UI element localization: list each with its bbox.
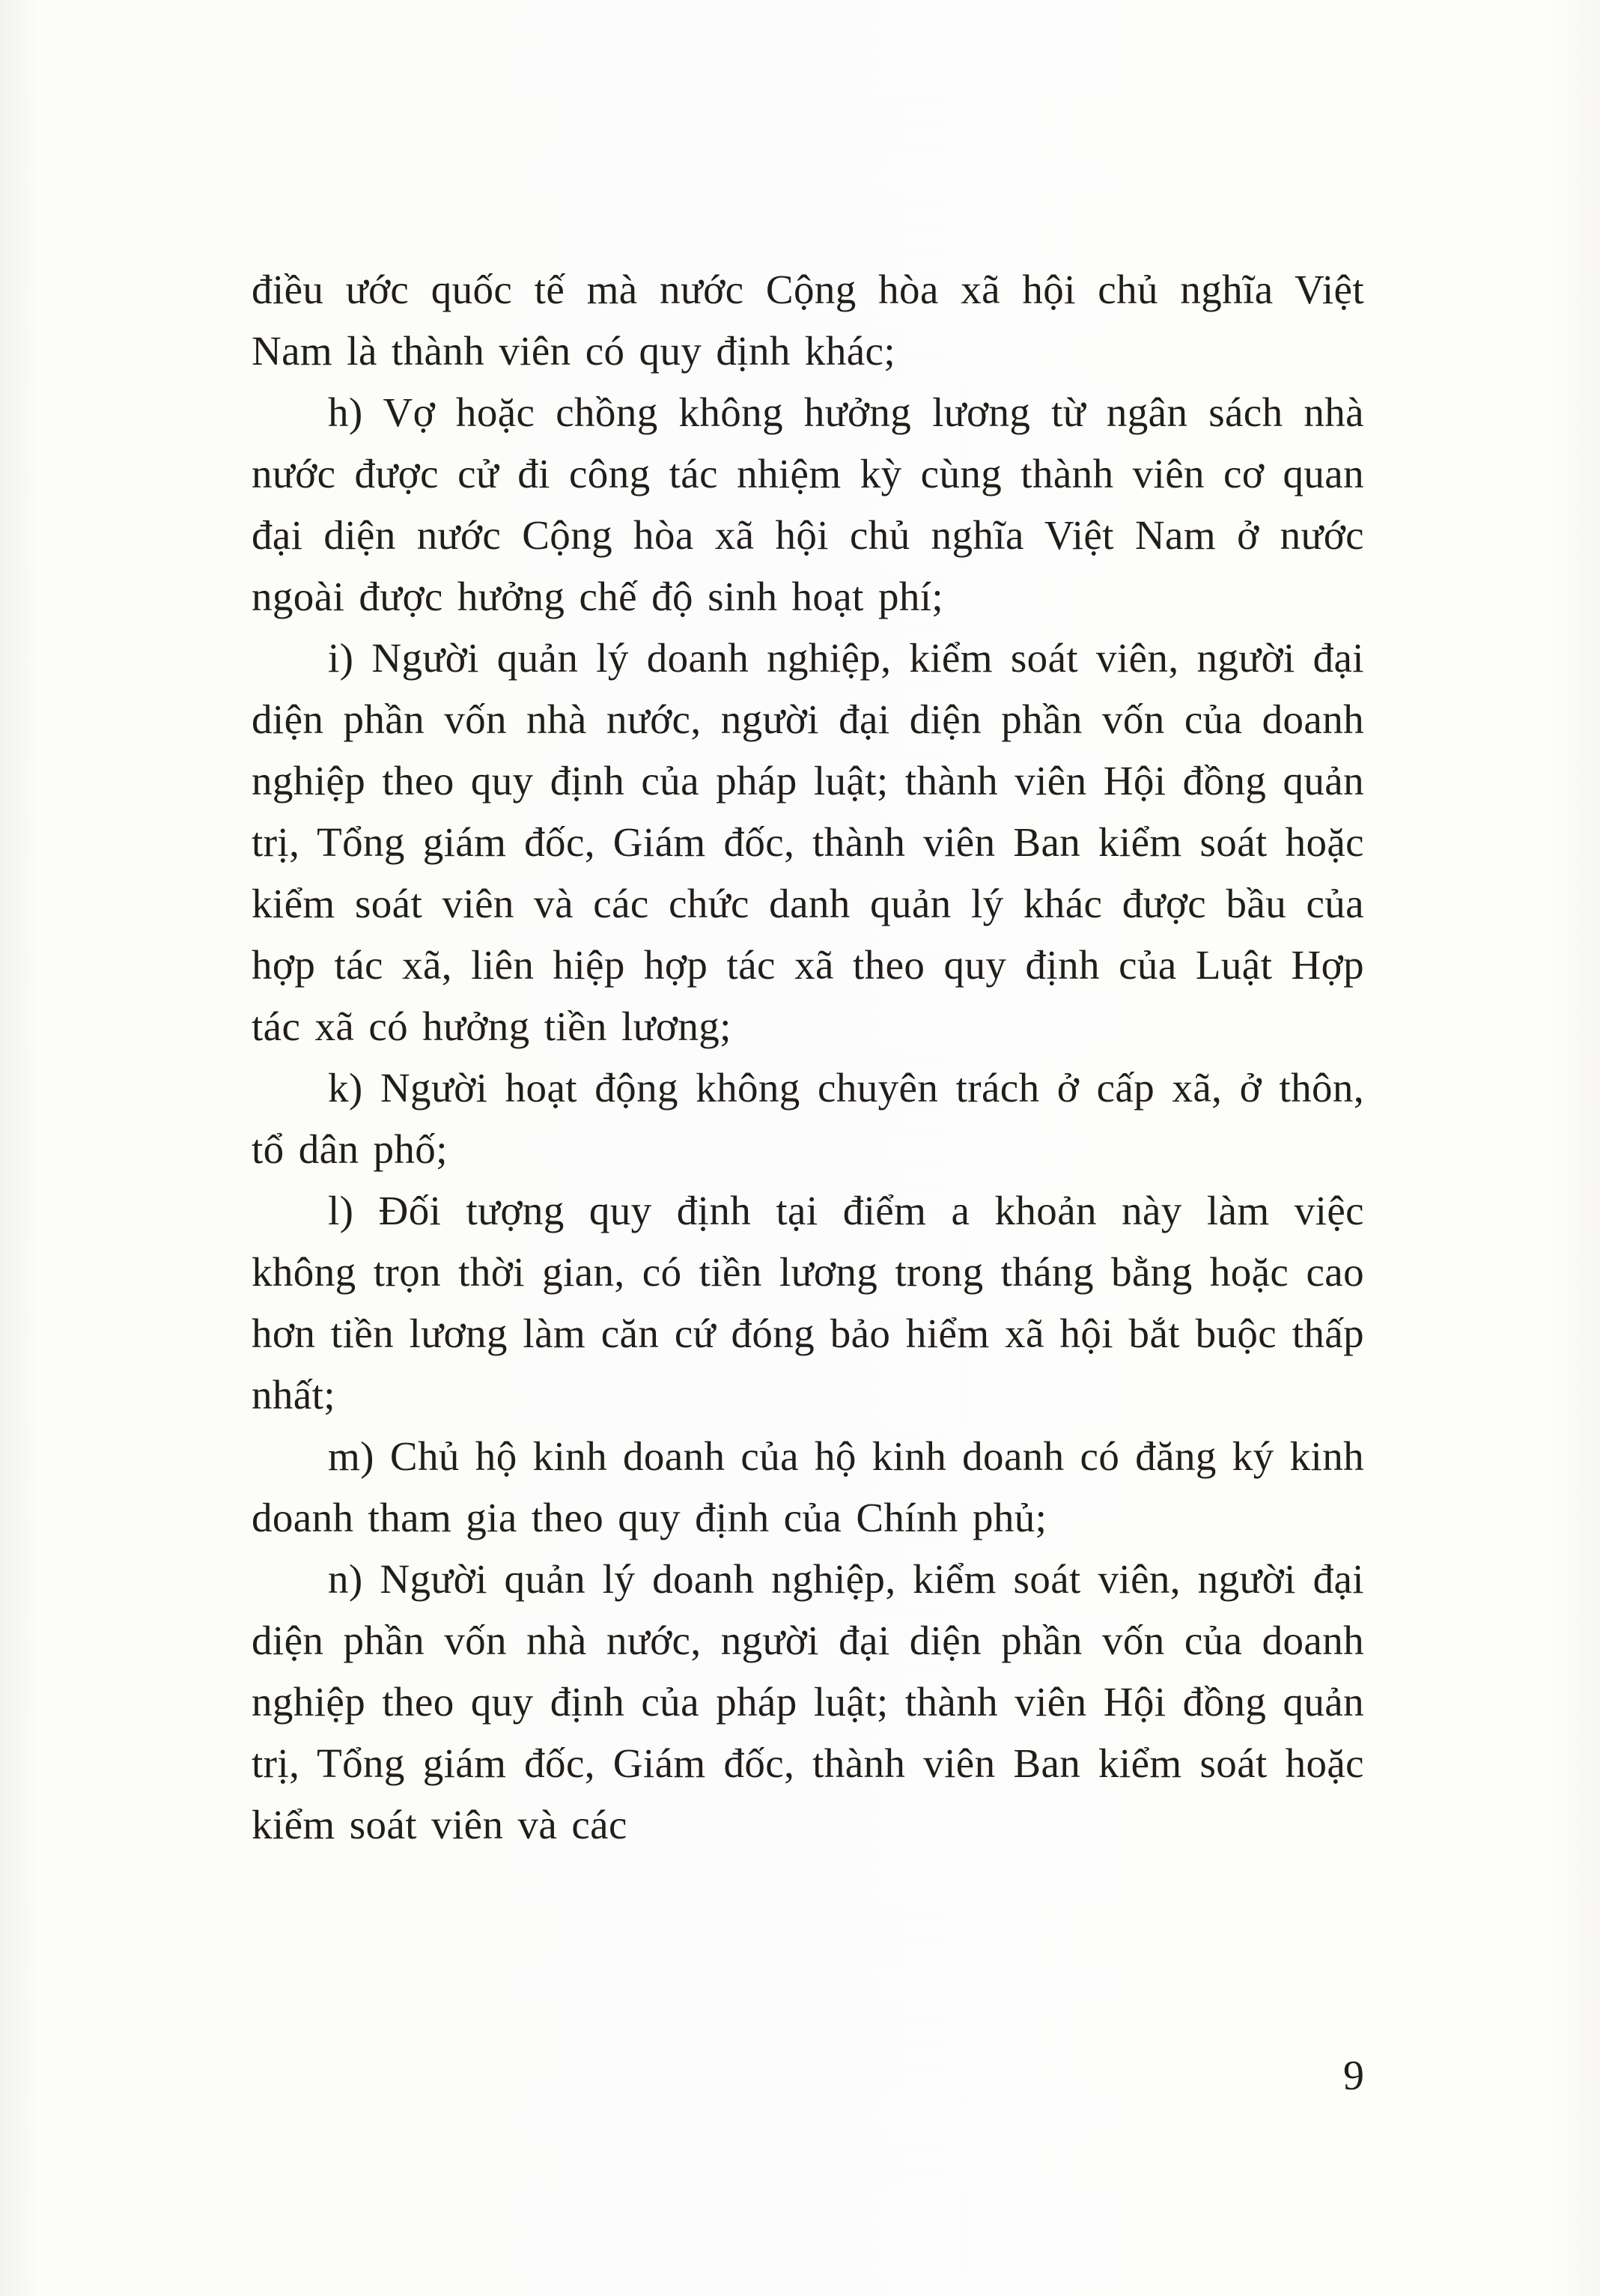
- paragraph: l) Đối tượng quy định tại điểm a khoản này làm việc không trọn thời gian, có tiền lương trong tháng bằng hoặc cao hơn tiền lương làm căn cứ đóng bảo hiểm xã hội bắt buộc thấp nhất;: [252, 1188, 1364, 1418]
- paragraph: k) Người hoạt động không chuyên trách ở cấp xã, ở thôn, tổ dân phố;: [252, 1065, 1364, 1172]
- body-text: [252, 259, 1364, 1856]
- paragraph: i) Người quản lý doanh nghiệp, kiểm soát viên, người đại diện phần vốn nhà nước, người đại diện phần vốn của doanh nghiệp theo quy định của pháp luật; thành viên Hội đồng quản trị, Tổng giám đốc, Giám đốc, thành viên Ban kiểm soát hoặc kiểm soát viên và các chức danh quản lý khác được bầu của hợp tác xã, liên hiệp hợp tác xã theo quy định của Luật Hợp tác xã có hưởng tiền lương;: [252, 635, 1364, 1049]
- paragraph: h) Vợ hoặc chồng không hưởng lương từ ngân sách nhà nước được cử đi công tác nhiệm kỳ cùng thành viên cơ quan đại diện nước Cộng hòa xã hội chủ nghĩa Việt Nam ở nước ngoài được hưởng chế độ sinh hoạt phí;: [252, 389, 1364, 619]
- page-number: 9: [1343, 2053, 1364, 2099]
- paragraph: m) Chủ hộ kinh doanh của hộ kinh doanh có đăng ký kinh doanh tham gia theo quy định của Chính phủ;: [252, 1433, 1364, 1540]
- paragraph: điều ước quốc tế mà nước Cộng hòa xã hội chủ nghĩa Việt Nam là thành viên có quy định khác;: [252, 267, 1364, 374]
- paragraph: n) Người quản lý doanh nghiệp, kiểm soát viên, người đại diện phần vốn nhà nước, người đại diện phần vốn của doanh nghiệp theo quy định của pháp luật; thành viên Hội đồng quản trị, Tổng giám đốc, Giám đốc, thành viên Ban kiểm soát hoặc kiểm soát viên và các: [252, 1556, 1364, 1847]
